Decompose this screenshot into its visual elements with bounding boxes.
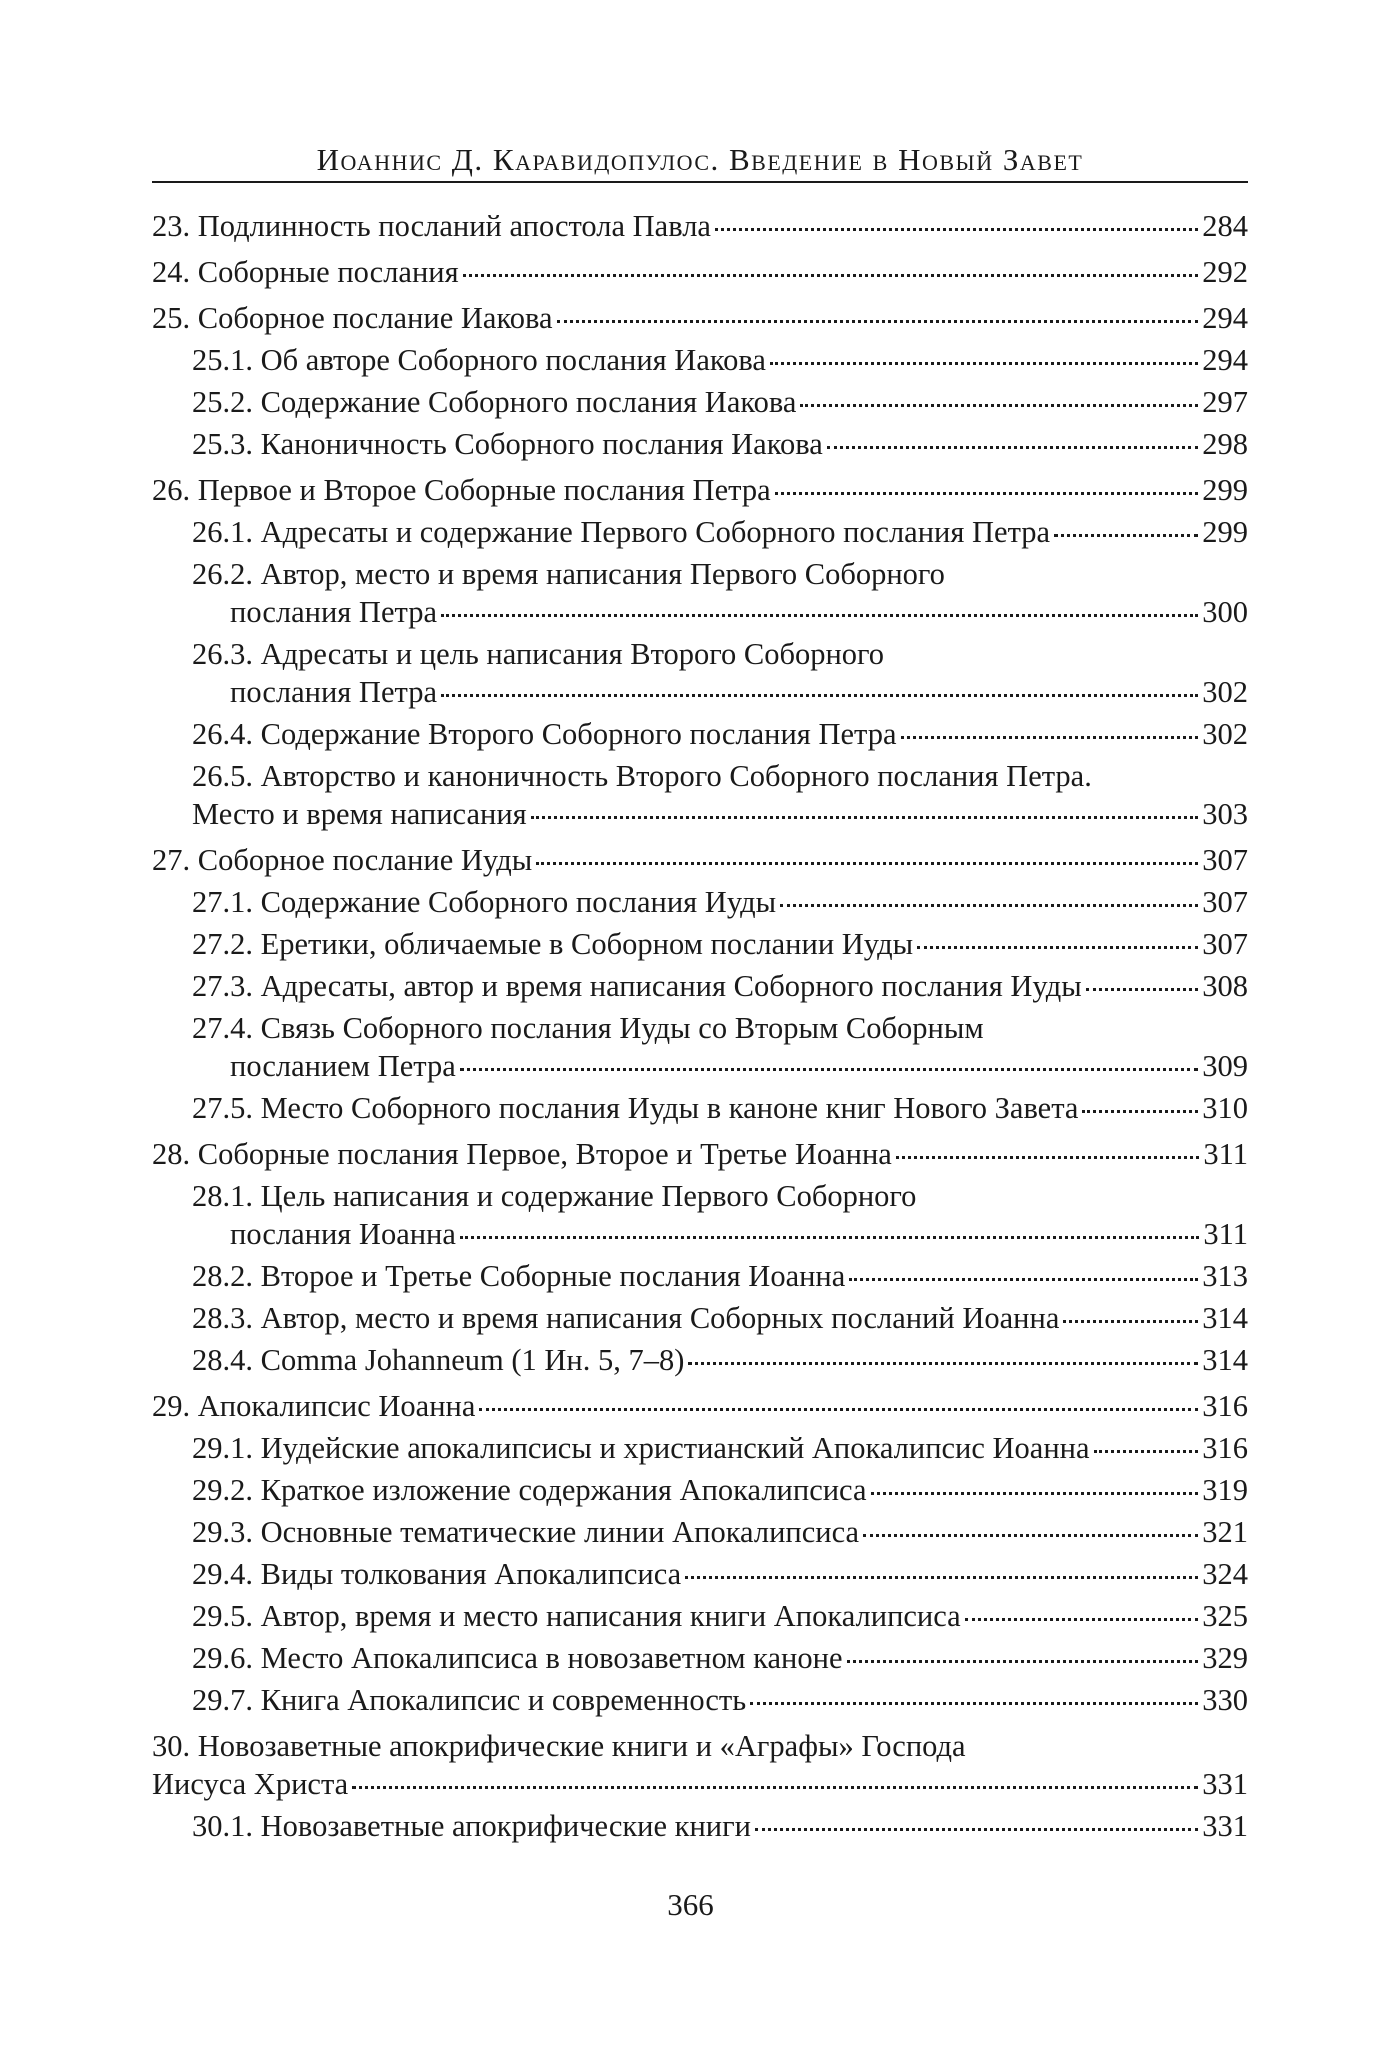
dot-leader — [715, 228, 1198, 231]
toc-entry-line — [192, 795, 1248, 833]
toc-entry-title: 24. Соборные послания — [152, 255, 459, 289]
toc-entry-title: 28.2. Второе и Третье Соборные послания Иоанна — [192, 1259, 846, 1293]
dot-leader — [965, 1618, 1199, 1621]
toc-entry-page: 319 — [1202, 1473, 1248, 1507]
toc-entry-line — [192, 1681, 1248, 1719]
dot-leader — [1054, 534, 1198, 537]
table-of-contents — [152, 207, 1248, 1845]
toc-entry-title: 29.4. Виды толкования Апокалипсиса — [192, 1557, 682, 1591]
toc-entry-line — [152, 1765, 1248, 1803]
toc-entry — [152, 383, 1248, 421]
toc-entry-title: 25. Соборное послание Иакова — [152, 301, 553, 335]
toc-entry — [152, 341, 1248, 379]
toc-entry-line — [152, 207, 1248, 245]
dot-leader — [536, 862, 1198, 865]
toc-entry-line — [192, 883, 1248, 921]
dot-leader — [463, 274, 1199, 277]
toc-entry-title: послания Петра — [230, 675, 437, 709]
toc-entry-line — [230, 673, 1248, 711]
toc-entry-line — [192, 1513, 1248, 1551]
dot-leader — [352, 1786, 1198, 1789]
toc-entry-page: 307 — [1202, 843, 1248, 877]
toc-entry — [152, 1089, 1248, 1127]
toc-entry-title-line: 26.5. Авторство и каноничность Второго Соборного послания Петра. — [192, 759, 1092, 793]
dot-leader — [460, 1068, 1198, 1071]
dot-leader — [685, 1576, 1198, 1579]
toc-entry-page: 316 — [1202, 1389, 1248, 1423]
toc-entry-line — [192, 1555, 1248, 1593]
toc-entry — [152, 471, 1248, 509]
toc-entry-line — [192, 383, 1248, 421]
dot-leader — [441, 614, 1198, 617]
toc-entry — [152, 1177, 1248, 1253]
toc-entry — [152, 1639, 1248, 1677]
toc-entry — [152, 967, 1248, 1005]
dot-leader — [441, 694, 1198, 697]
toc-entry-page: 311 — [1203, 1217, 1248, 1251]
dot-leader — [871, 1492, 1199, 1495]
toc-entry — [152, 715, 1248, 753]
dot-leader — [557, 320, 1199, 323]
toc-entry-title: 25.1. Об авторе Соборного послания Иакова — [192, 343, 766, 377]
toc-entry — [152, 1681, 1248, 1719]
toc-entry-title-line: 26.3. Адресаты и цель написания Второго Соборного — [192, 637, 885, 671]
toc-entry-title: 28.4. Comma Johanneum (1 Ин. 5, 7–8) — [192, 1343, 685, 1377]
toc-entry-title: 28.3. Автор, место и время написания Соборных посланий Иоанна — [192, 1301, 1060, 1335]
toc-entry-page: 331 — [1202, 1809, 1248, 1843]
toc-entry-title: 29.1. Иудейские апокалипсисы и христианский Апокалипсис Иоанна — [192, 1431, 1090, 1465]
dot-leader — [896, 1156, 1200, 1159]
toc-entry-page: 294 — [1202, 301, 1248, 335]
toc-entry — [152, 883, 1248, 921]
toc-entry-line — [192, 341, 1248, 379]
toc-entry — [152, 757, 1248, 833]
toc-entry-title: 25.3. Каноничность Соборного послания Иакова — [192, 427, 823, 461]
toc-entry-page: 298 — [1202, 427, 1248, 461]
toc-entry-page: 308 — [1202, 969, 1248, 1003]
toc-entry-title: Место и время написания — [192, 797, 527, 831]
toc-entry-page: 294 — [1202, 343, 1248, 377]
toc-entry-page: 330 — [1202, 1683, 1248, 1717]
toc-entry-line — [192, 1257, 1248, 1295]
toc-entry-line — [192, 425, 1248, 463]
page-number: 366 — [667, 1887, 714, 1922]
toc-entry-title-line: 30. Новозаветные апокрифические книги и «Аграфы» Господа — [152, 1729, 966, 1763]
toc-entry-title: 29.6. Место Апокалипсиса в новозаветном каноне — [192, 1641, 843, 1675]
dot-leader — [460, 1236, 1199, 1239]
toc-entry-title: 29.2. Краткое изложение содержания Апокалипсиса — [192, 1473, 867, 1507]
dot-leader — [1082, 1110, 1198, 1113]
toc-entry-title: 26.4. Содержание Второго Соборного послания Петра — [192, 717, 897, 751]
toc-entry — [152, 1727, 1248, 1803]
toc-entry-line — [192, 1429, 1248, 1467]
toc-entry-title: посланием Петра — [230, 1049, 456, 1083]
dot-leader — [780, 904, 1198, 907]
toc-entry-title: 29. Апокалипсис Иоанна — [152, 1389, 476, 1423]
toc-entry — [152, 1135, 1248, 1173]
dot-leader — [901, 736, 1199, 739]
toc-entry-line — [152, 1135, 1248, 1173]
toc-entry-line — [192, 925, 1248, 963]
toc-entry-title: 27.3. Адресаты, автор и время написания Соборного послания Иуды — [192, 969, 1082, 1003]
dot-leader — [827, 446, 1199, 449]
toc-entry — [152, 1429, 1248, 1467]
dot-leader — [531, 816, 1199, 819]
toc-entry — [152, 253, 1248, 291]
toc-entry-page: 325 — [1202, 1599, 1248, 1633]
toc-entry-line — [192, 1597, 1248, 1635]
toc-entry-title: послания Петра — [230, 595, 437, 629]
toc-entry — [152, 1341, 1248, 1379]
toc-entry-title: 25.2. Содержание Соборного послания Иакова — [192, 385, 797, 419]
toc-entry-title: 30.1. Новозаветные апокрифические книги — [192, 1809, 751, 1843]
toc-entry-title-line: 27.4. Связь Соборного послания Иуды со Вторым Соборным — [192, 1011, 984, 1045]
dot-leader — [1086, 988, 1199, 991]
toc-entry-title: Иисуса Христа — [152, 1767, 349, 1801]
toc-entry — [152, 555, 1248, 631]
header-rule — [152, 181, 1248, 183]
toc-entry-page: 302 — [1202, 675, 1248, 709]
toc-entry-line — [192, 967, 1248, 1005]
running-header: Иоаннис Д. Каравидопулос. Введение в Новый Завет — [316, 142, 1084, 177]
toc-entry-page: 324 — [1202, 1557, 1248, 1591]
toc-entry-line — [192, 1639, 1248, 1677]
toc-entry-page: 313 — [1202, 1259, 1248, 1293]
toc-entry-title: 26.1. Адресаты и содержание Первого Соборного послания Петра — [192, 515, 1051, 549]
toc-entry-page: 314 — [1202, 1343, 1248, 1377]
toc-entry-line — [152, 471, 1248, 509]
toc-entry-line — [192, 1471, 1248, 1509]
toc-entry — [152, 841, 1248, 879]
toc-entry — [152, 425, 1248, 463]
dot-leader — [1063, 1320, 1198, 1323]
toc-entry — [152, 925, 1248, 963]
dot-leader — [849, 1278, 1198, 1281]
dot-leader — [770, 362, 1198, 365]
toc-entry-line — [152, 841, 1248, 879]
toc-entry-line — [152, 299, 1248, 337]
toc-entry — [152, 1513, 1248, 1551]
toc-entry-title: 29.5. Автор, время и место написания книги Апокалипсиса — [192, 1599, 961, 1633]
toc-entry-line — [152, 253, 1248, 291]
toc-entry-line — [192, 1089, 1248, 1127]
toc-entry-page: 284 — [1202, 209, 1248, 243]
toc-entry — [152, 1597, 1248, 1635]
dot-leader — [847, 1660, 1199, 1663]
toc-entry-page: 300 — [1202, 595, 1248, 629]
toc-entry — [152, 513, 1248, 551]
toc-entry-page: 297 — [1202, 385, 1248, 419]
dot-leader — [775, 492, 1199, 495]
toc-entry-title: 27.1. Содержание Соборного послания Иуды — [192, 885, 777, 919]
toc-entry-page: 314 — [1202, 1301, 1248, 1335]
dot-leader — [800, 404, 1198, 407]
toc-entry-page: 316 — [1202, 1431, 1248, 1465]
toc-entry-page: 303 — [1202, 797, 1248, 831]
toc-entry — [152, 1807, 1248, 1845]
toc-entry-line — [230, 1047, 1248, 1085]
dot-leader — [750, 1702, 1198, 1705]
toc-entry-page: 309 — [1202, 1049, 1248, 1083]
dot-leader — [755, 1828, 1198, 1831]
toc-entry-page: 311 — [1203, 1137, 1248, 1171]
toc-entry-title: 27. Соборное послание Иуды — [152, 843, 533, 877]
toc-entry-title: послания Иоанна — [230, 1217, 456, 1251]
toc-entry-page: 331 — [1202, 1767, 1248, 1801]
toc-entry-line — [152, 1387, 1248, 1425]
toc-entry-page: 299 — [1202, 473, 1248, 507]
toc-entry-title: 29.3. Основные тематические линии Апокалипсиса — [192, 1515, 860, 1549]
toc-entry-title-line: 28.1. Цель написания и содержание Первого Соборного — [192, 1179, 917, 1213]
dot-leader — [917, 946, 1198, 949]
toc-entry-line — [192, 715, 1248, 753]
toc-entry-title-line: 26.2. Автор, место и время написания Первого Соборного — [192, 557, 945, 591]
toc-entry-page: 307 — [1202, 927, 1248, 961]
toc-entry-title: 23. Подлинность посланий апостола Павла — [152, 209, 711, 243]
toc-entry-page: 292 — [1202, 255, 1248, 289]
toc-entry — [152, 1387, 1248, 1425]
toc-entry-page: 307 — [1202, 885, 1248, 919]
toc-entry-page: 302 — [1202, 717, 1248, 751]
dot-leader — [479, 1408, 1198, 1411]
toc-entry-title: 29.7. Книга Апокалипсис и современность — [192, 1683, 747, 1717]
toc-entry — [152, 1009, 1248, 1085]
toc-entry-line — [192, 513, 1248, 551]
toc-entry — [152, 1471, 1248, 1509]
toc-entry-page: 321 — [1202, 1515, 1248, 1549]
toc-entry — [152, 635, 1248, 711]
toc-entry — [152, 1299, 1248, 1337]
toc-entry — [152, 299, 1248, 337]
toc-entry — [152, 1257, 1248, 1295]
dot-leader — [1094, 1450, 1199, 1453]
toc-entry-line — [230, 593, 1248, 631]
toc-entry-title: 26. Первое и Второе Соборные послания Петра — [152, 473, 771, 507]
toc-entry-line — [230, 1215, 1248, 1253]
toc-entry-page: 299 — [1202, 515, 1248, 549]
dot-leader — [688, 1362, 1198, 1365]
toc-entry-page: 310 — [1202, 1091, 1248, 1125]
dot-leader — [863, 1534, 1198, 1537]
toc-entry — [152, 207, 1248, 245]
toc-entry-line — [192, 1341, 1248, 1379]
toc-entry-line — [192, 1807, 1248, 1845]
toc-entry-page: 329 — [1202, 1641, 1248, 1675]
toc-entry — [152, 1555, 1248, 1593]
toc-entry-title: 27.2. Еретики, обличаемые в Соборном послании Иуды — [192, 927, 914, 961]
toc-entry-line — [192, 1299, 1248, 1337]
toc-entry-title: 28. Соборные послания Первое, Второе и Третье Иоанна — [152, 1137, 892, 1171]
toc-entry-title: 27.5. Место Соборного послания Иуды в каноне книг Нового Завета — [192, 1091, 1079, 1125]
